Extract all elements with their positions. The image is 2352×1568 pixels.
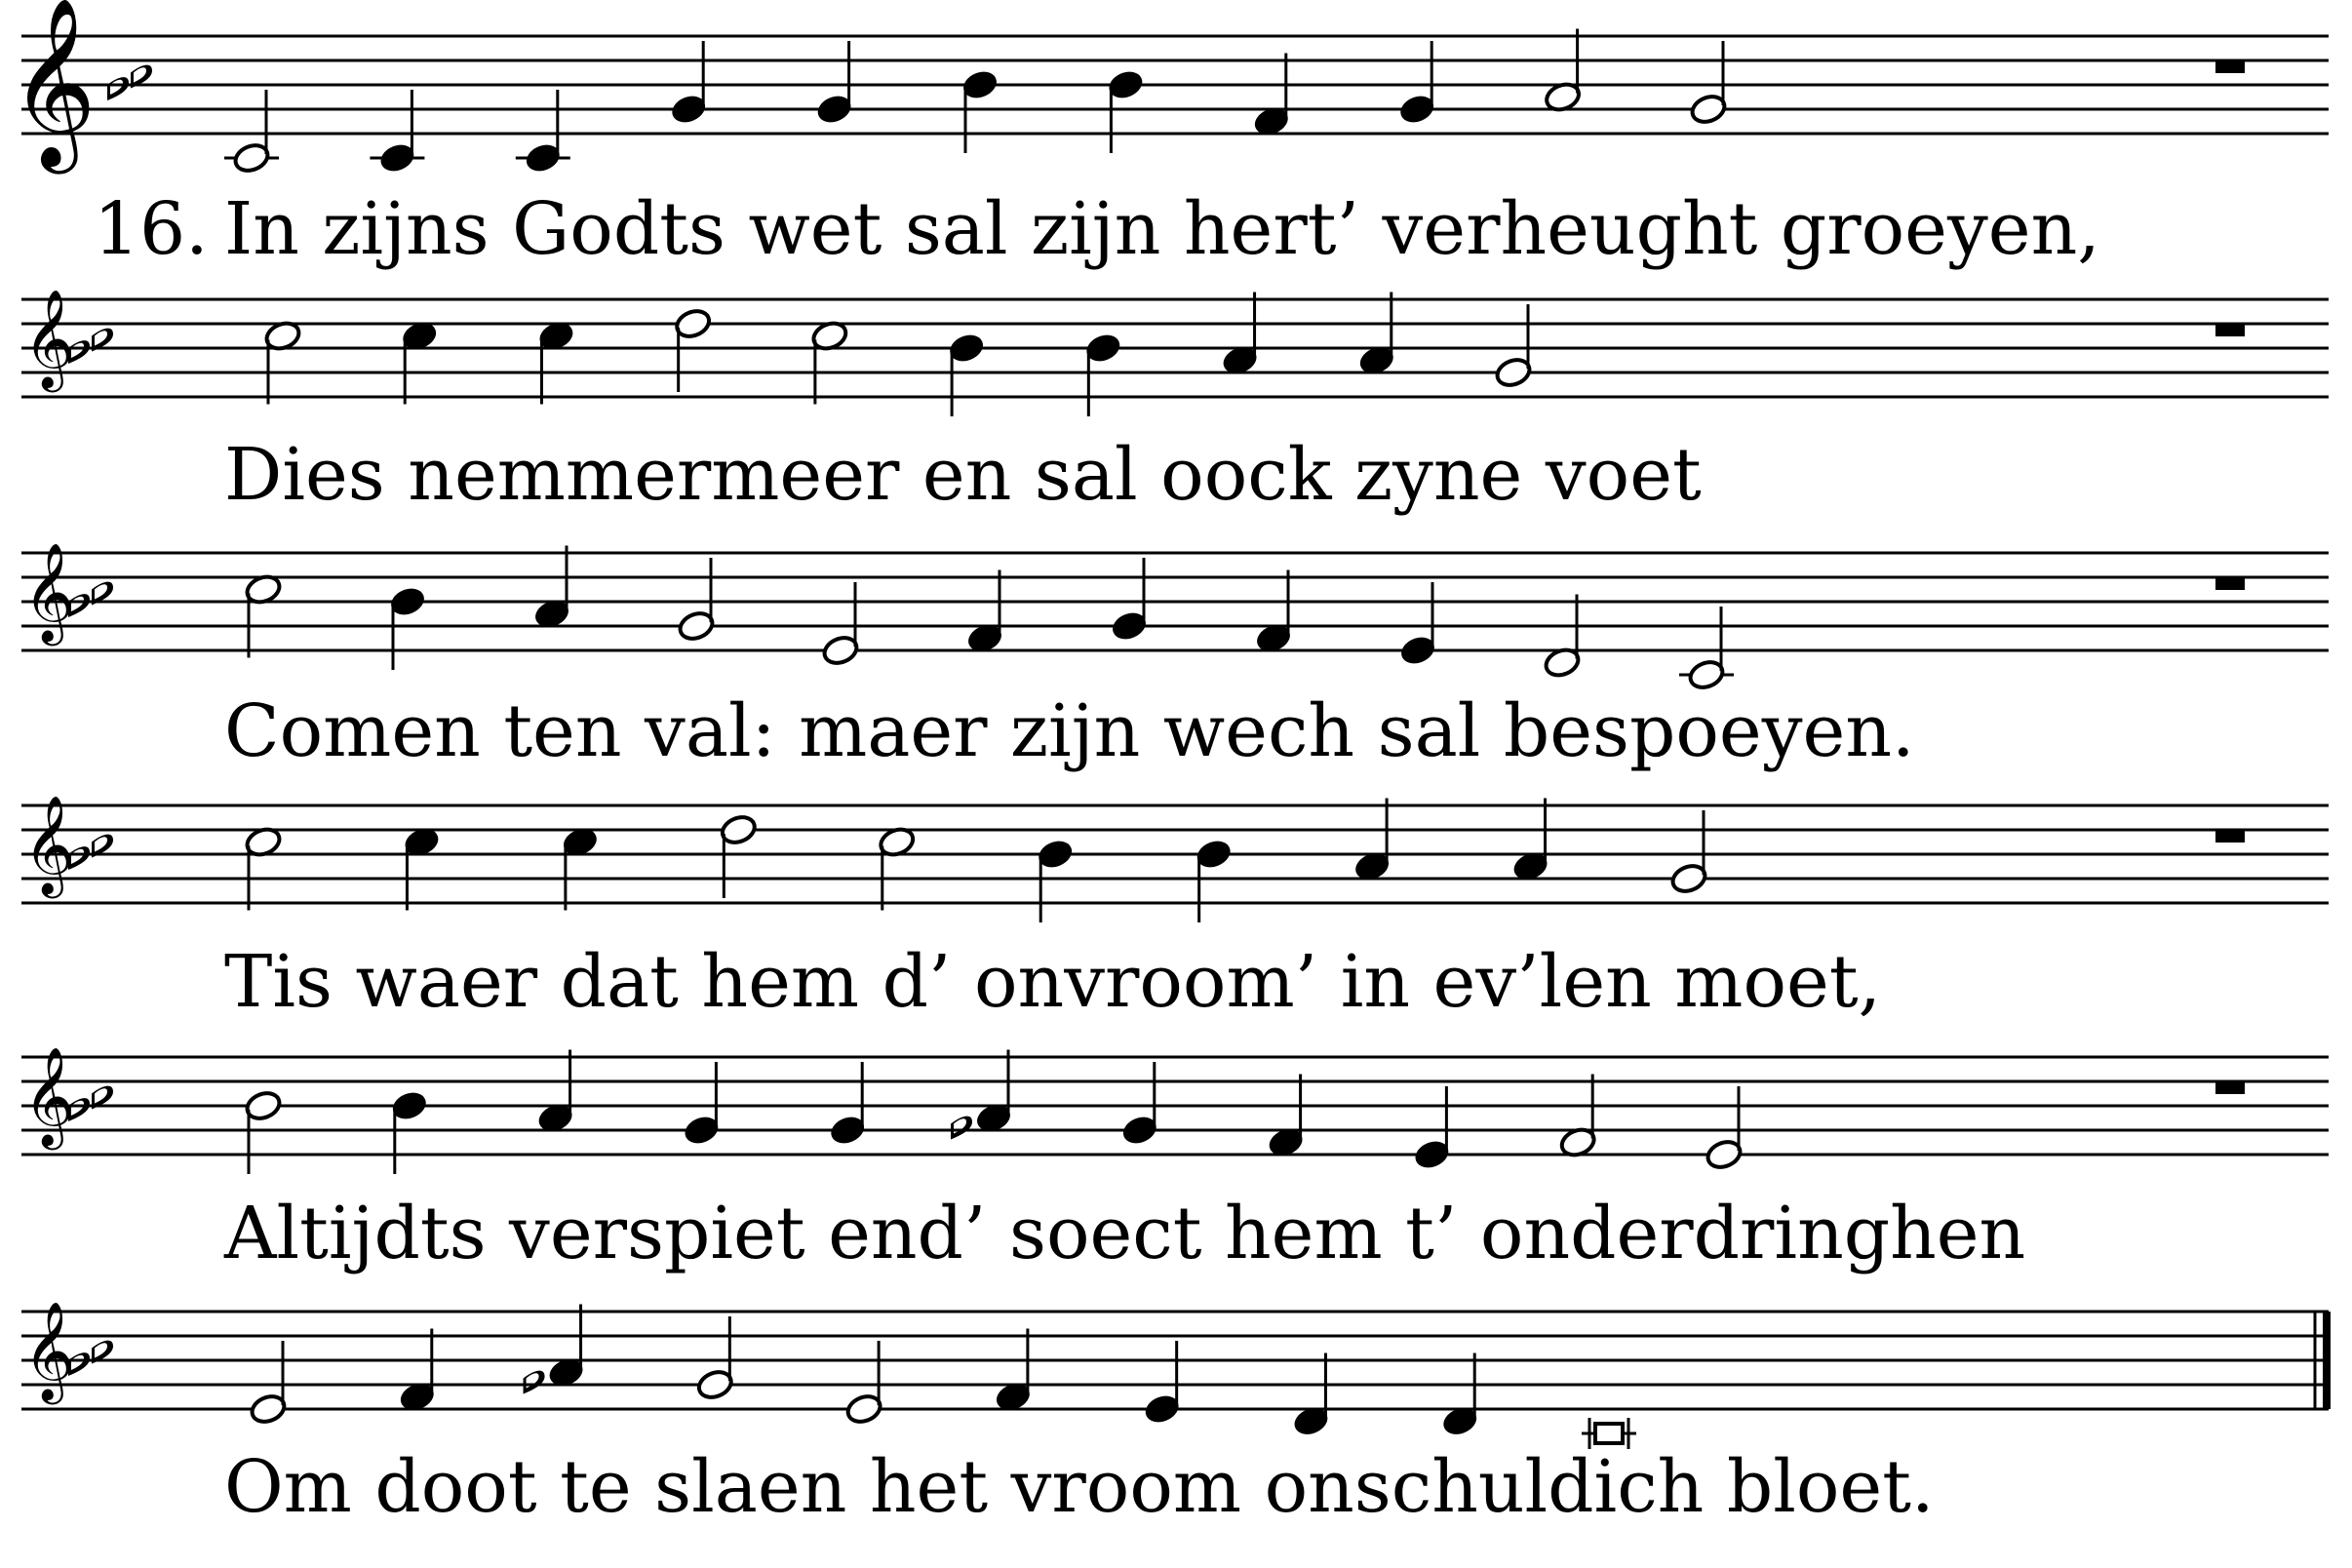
verse-number: 16. <box>94 187 209 271</box>
lyric-line-2: Dies nemmermeer en sal oock zyne voet <box>224 433 1702 517</box>
treble-clef-icon: 𝄞 <box>23 288 75 388</box>
lyric-line-4: Tis waer dat hem d’ onvroom’ in ev’len moet, <box>224 940 1882 1024</box>
half-rest-icon <box>2215 830 2245 843</box>
note-head <box>1595 1424 1623 1443</box>
note <box>951 1050 1013 1140</box>
half-rest-icon <box>2215 60 2245 73</box>
treble-clef-icon: 𝄞 <box>23 794 75 894</box>
note <box>1558 1075 1598 1159</box>
lyric-line-6: Om doot te slaen het vroom onschuldich bloet. <box>224 1445 1935 1529</box>
half-rest-icon <box>2215 577 2245 590</box>
note <box>524 1305 586 1394</box>
note <box>1252 54 1292 138</box>
lyric-line-1 <box>94 187 2100 271</box>
treble-clef-icon: 𝄞 <box>23 541 75 642</box>
staff-system-1 <box>10 0 2329 175</box>
note <box>878 825 918 910</box>
half-rest-icon <box>2215 1081 2245 1094</box>
note <box>965 570 1005 655</box>
staff-system-2 <box>21 288 2329 416</box>
treble-clef-icon: 𝄞 <box>10 0 97 167</box>
note <box>263 319 303 404</box>
note <box>535 1050 575 1135</box>
note <box>1291 1353 1331 1438</box>
note <box>1254 570 1294 655</box>
note <box>536 319 576 404</box>
key-signature-flat-icon <box>107 48 129 100</box>
note <box>561 825 601 910</box>
note <box>402 825 442 910</box>
note <box>1510 799 1550 883</box>
note <box>398 1329 438 1414</box>
note <box>1543 29 1583 114</box>
staff-system-3 <box>21 541 2329 691</box>
note <box>532 546 572 631</box>
note <box>1440 1353 1480 1438</box>
note <box>1357 293 1397 377</box>
lyric-line-3: Comen ten val: maer zijn wech sal bespoeyen. <box>224 689 1915 773</box>
note <box>244 825 284 910</box>
treble-clef-icon: 𝄞 <box>23 1045 75 1146</box>
note <box>244 572 284 657</box>
note <box>1266 1075 1306 1159</box>
note <box>1352 799 1392 883</box>
lyric-line-1-text: In zijns Godts wet sal zijn hert’ verheught groeyen, <box>224 187 2100 271</box>
staff-system-6 <box>21 1300 2329 1449</box>
note <box>400 319 440 404</box>
note <box>810 319 850 404</box>
note <box>1543 595 1583 680</box>
half-rest-icon <box>2215 324 2245 336</box>
staff-system-5 <box>21 1045 2329 1174</box>
lyric-line-5: Altijdts verspiet end’ soect hem t’ onderdringhen <box>224 1192 2026 1275</box>
note <box>994 1329 1034 1414</box>
staff-system-4 <box>21 794 2329 922</box>
treble-clef-icon: 𝄞 <box>23 1300 75 1400</box>
note <box>1220 293 1260 377</box>
